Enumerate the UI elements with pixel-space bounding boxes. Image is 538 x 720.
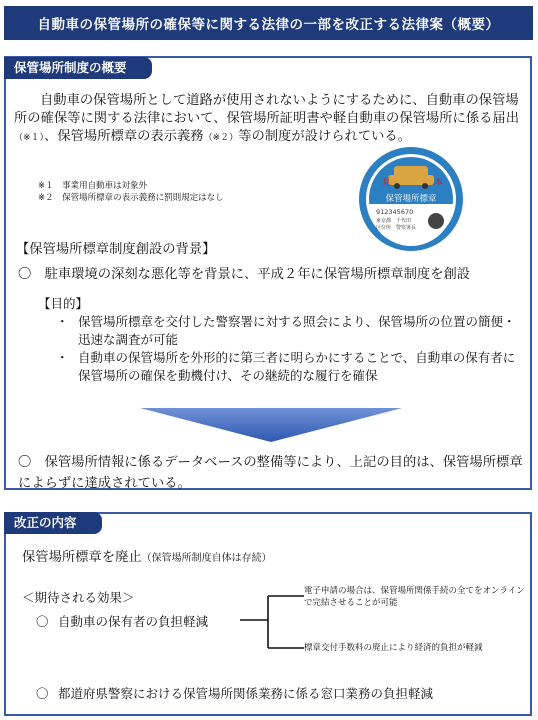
sticker-line2: 東京都 千代田 <box>376 218 412 224</box>
abolish-note: （保管場所制度自体は存続） <box>141 553 272 564</box>
footnote-2: ※２ 保管場所標章の表示義務に罰則規定はなし <box>38 193 224 203</box>
effects-heading: ＜期待される効果＞ <box>22 590 135 605</box>
footnotes <box>38 180 224 204</box>
section-tab-overview: 保管場所制度の概要 <box>4 57 152 79</box>
down-arrow-icon <box>140 408 402 442</box>
bullet-dot: ・ <box>56 314 69 329</box>
note-fee: 標章交付手数料の廃止により経済的負担が軽減 <box>304 643 483 653</box>
overview-paragraph: 自動車の保管場所として道路が使用されないようにするために、自動車の保管場所の確保等に関する法律において、保管場所証明書や軽自動車の保管場所に係る届出（※１）、保管場所標章の表示義務（※２）等の制度が設けられている。 <box>14 93 520 144</box>
circle-marker: 〇 <box>36 686 49 701</box>
note-ref-2: （※２） <box>203 133 239 143</box>
purpose-item: ・ 自動車の保管場所を外形的に第三者に明らかにすることで、自動車の保有者に保管場所の確保を動機付け、その継続的な履行を確保 <box>56 350 516 383</box>
note-online: 電子申請の場合は、保管場所関係手続の全てをオンラインで完結させることが可能 <box>304 586 525 608</box>
circle-marker: 〇 <box>36 614 49 629</box>
effect-item-owner: 〇 自動車の保有者の負担軽減 <box>36 614 209 629</box>
background-bullet: 〇 駐車環境の深刻な悪化等を背景に、平成２年に保管場所標章制度を創設 <box>18 267 471 282</box>
purpose-item: ・ 保管場所標章を交付した警察署に対する照会により、保管場所の位置の簡便・迅速な調査が可能 <box>56 314 516 347</box>
parking-sticker-image <box>358 146 464 252</box>
abolish-statement: 保管場所標章を廃止（保管場所制度自体は存続） <box>22 550 272 565</box>
note-ref-1: （※１） <box>14 133 45 143</box>
sticker-label: 保管場所標章 <box>385 194 437 204</box>
bracket-connector <box>240 592 306 652</box>
sticker-number: 912345670 <box>376 208 414 216</box>
purpose-heading: 【目的】 <box>38 296 89 311</box>
page-title: 自動車の保管場所の確保等に関する法律の一部を改正する法律案（概要） <box>4 6 533 40</box>
sticker-mihon-right: 本 <box>434 178 444 188</box>
background-heading: 【保管場所標章制度創設の背景】 <box>16 242 216 257</box>
footnote-1: ※１ 事業用自動車は対象外 <box>38 181 148 191</box>
conclusion-bullet: 〇 保管場所情報に係るデータベースの整備等により、上記の目的は、保管場所標章によらずに達成されている。 <box>18 455 523 491</box>
effect-item-police: 〇 都道府県警察における保管場所関係業務に係る窓口業務の負担軽減 <box>36 686 434 701</box>
sticker-mihon-left: 見 <box>382 178 392 188</box>
section-tab-amendment: 改正の内容 <box>4 512 102 534</box>
bullet-dot: ・ <box>56 350 69 365</box>
sticker-line3: 区位所 警察署長 <box>376 225 417 231</box>
